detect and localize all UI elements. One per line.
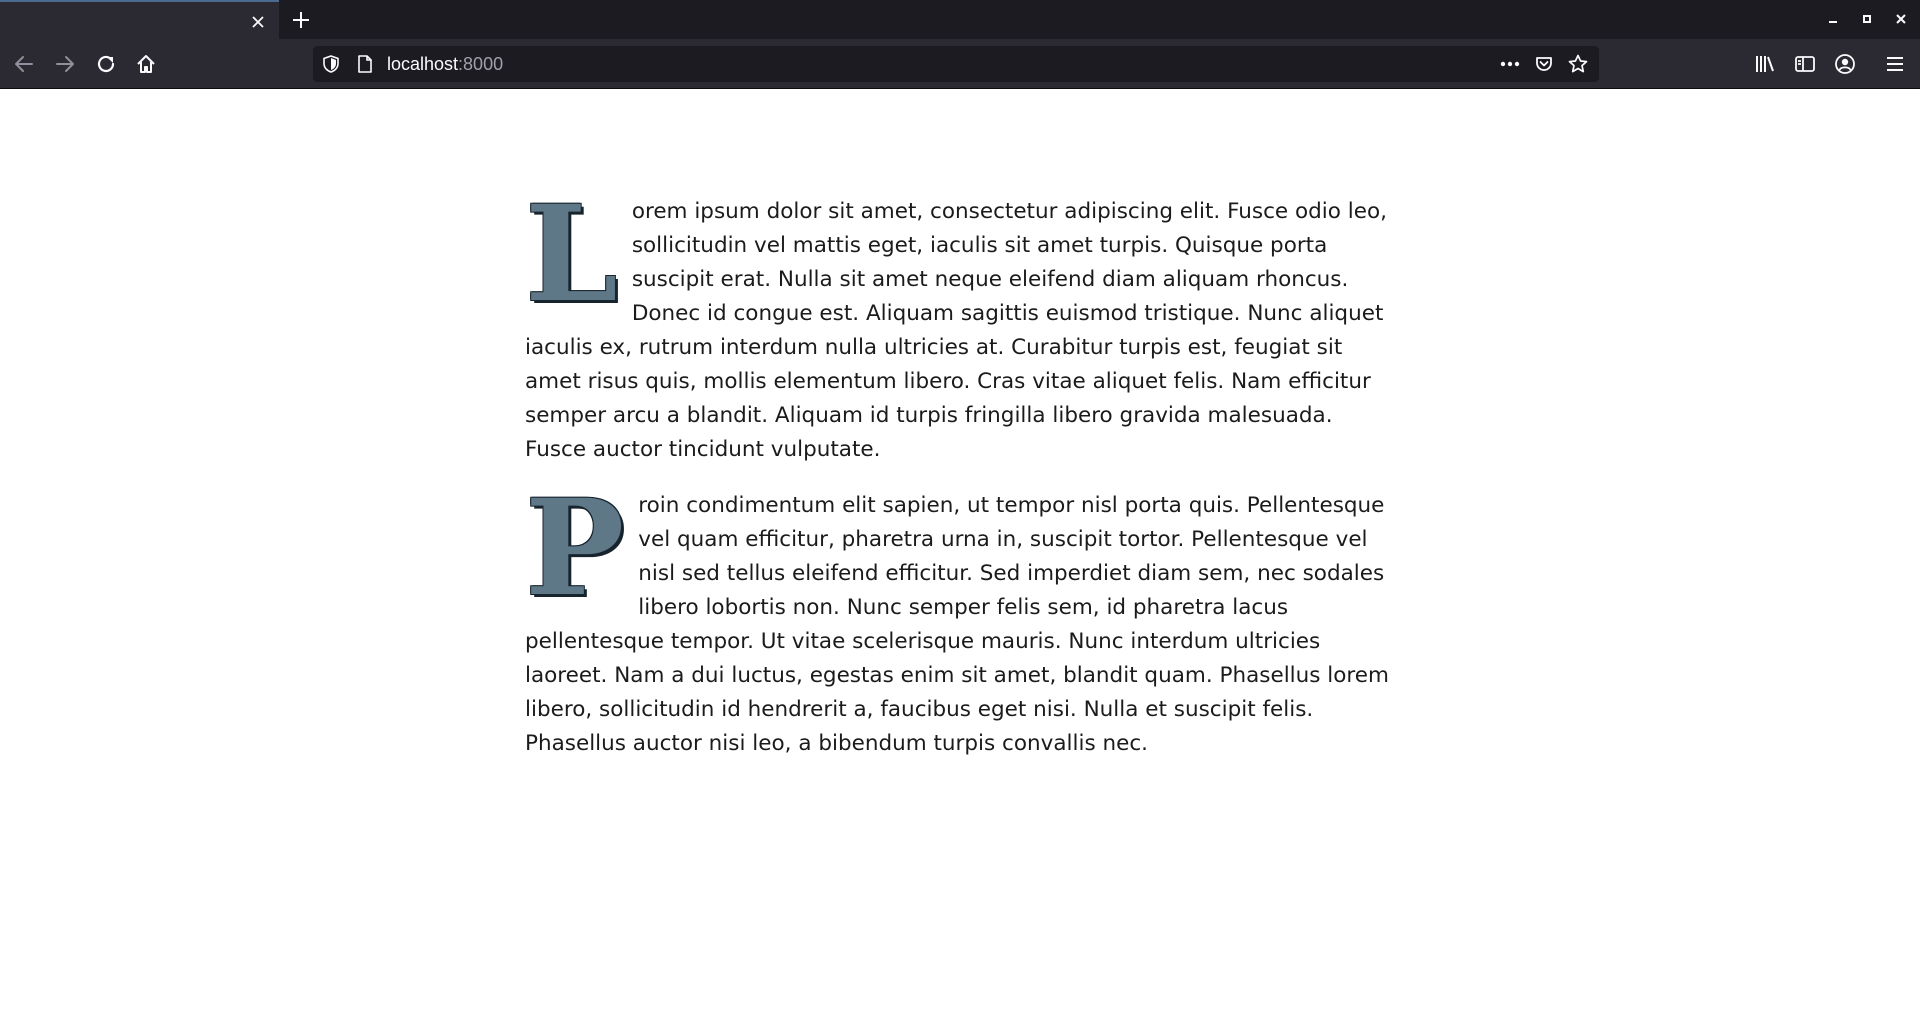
home-icon[interactable] bbox=[130, 48, 162, 80]
back-arrow-icon[interactable] bbox=[8, 48, 40, 80]
paragraph-2 bbox=[525, 471, 1395, 761]
dropcap-letter: P bbox=[525, 471, 625, 626]
library-icon[interactable] bbox=[1749, 48, 1781, 80]
active-tab[interactable] bbox=[0, 0, 279, 39]
forward-arrow-icon[interactable] bbox=[49, 48, 81, 80]
tab-strip bbox=[0, 0, 1920, 39]
url-port: :8000 bbox=[458, 54, 504, 74]
bookmark-star-icon[interactable] bbox=[1568, 54, 1588, 74]
hamburger-menu-icon[interactable] bbox=[1879, 48, 1911, 80]
dropcap-letter: L bbox=[525, 177, 618, 332]
address-bar[interactable] bbox=[313, 46, 1599, 82]
paragraph-text: roin condimentum elit sapien, ut tempor nisl porta quis. Pellentesque vel quam efficitur, pharetra urna in, suscipit tortor. Pellentesque vel nisl sed tellus eleifend efficitur. Sed imperdiet diam sem, nec sodales libero lobortis non. Nunc semper felis sem, id pharetra lacus pellentesque tempor. Ut vitae scelerisque mauris. Nunc interdum ultricies laoreet. Nam a dui luctus, egestas enim sit amet, blandit quam. Phasellus lorem libero, sollicitudin id hendrerit a, faucibus eget nisi. Nulla et suscipit felis. Phasellus auctor nisi leo, a bibendum turpis convallis nec. bbox=[525, 493, 1389, 756]
pocket-icon[interactable] bbox=[1534, 54, 1554, 74]
sidebar-icon[interactable] bbox=[1789, 48, 1821, 80]
new-tab-plus-icon[interactable] bbox=[286, 5, 316, 35]
account-icon[interactable] bbox=[1829, 48, 1861, 80]
article-content bbox=[525, 177, 1395, 783]
page-info-icon[interactable] bbox=[355, 54, 375, 74]
tracking-shield-icon[interactable] bbox=[321, 54, 341, 74]
reload-icon[interactable] bbox=[90, 48, 122, 80]
url-text[interactable] bbox=[387, 53, 503, 75]
minimize-icon[interactable] bbox=[1822, 8, 1844, 30]
navigation-toolbar bbox=[0, 39, 1920, 89]
window-close-icon[interactable] bbox=[1890, 8, 1912, 30]
url-host: localhost bbox=[387, 54, 459, 74]
maximize-icon[interactable] bbox=[1856, 8, 1878, 30]
tab-close-icon[interactable] bbox=[246, 10, 270, 34]
paragraph-text: orem ipsum dolor sit amet, consectetur adipiscing elit. Fusce odio leo, sollicitudin vel mattis eget, iaculis sit amet turpis. Quisque porta suscipit erat. Nulla sit amet neque eleifend diam aliquam rhoncus. Donec id congue est. Aliquam sagittis euismod tristique. Nunc aliquet iaculis ex, rutrum interdum nulla ultricies at. Curabitur turpis est, feugiat sit amet risus quis, mollis elementum libero. Cras vitae aliquet felis. Nam efficitur semper arcu a blandit. Aliquam id turpis fringilla libero gravida malesuada. Fusce auctor tincidunt vulputate. bbox=[525, 199, 1387, 462]
paragraph-1 bbox=[525, 177, 1395, 467]
page-actions-ellipsis-icon[interactable] bbox=[1500, 54, 1520, 74]
